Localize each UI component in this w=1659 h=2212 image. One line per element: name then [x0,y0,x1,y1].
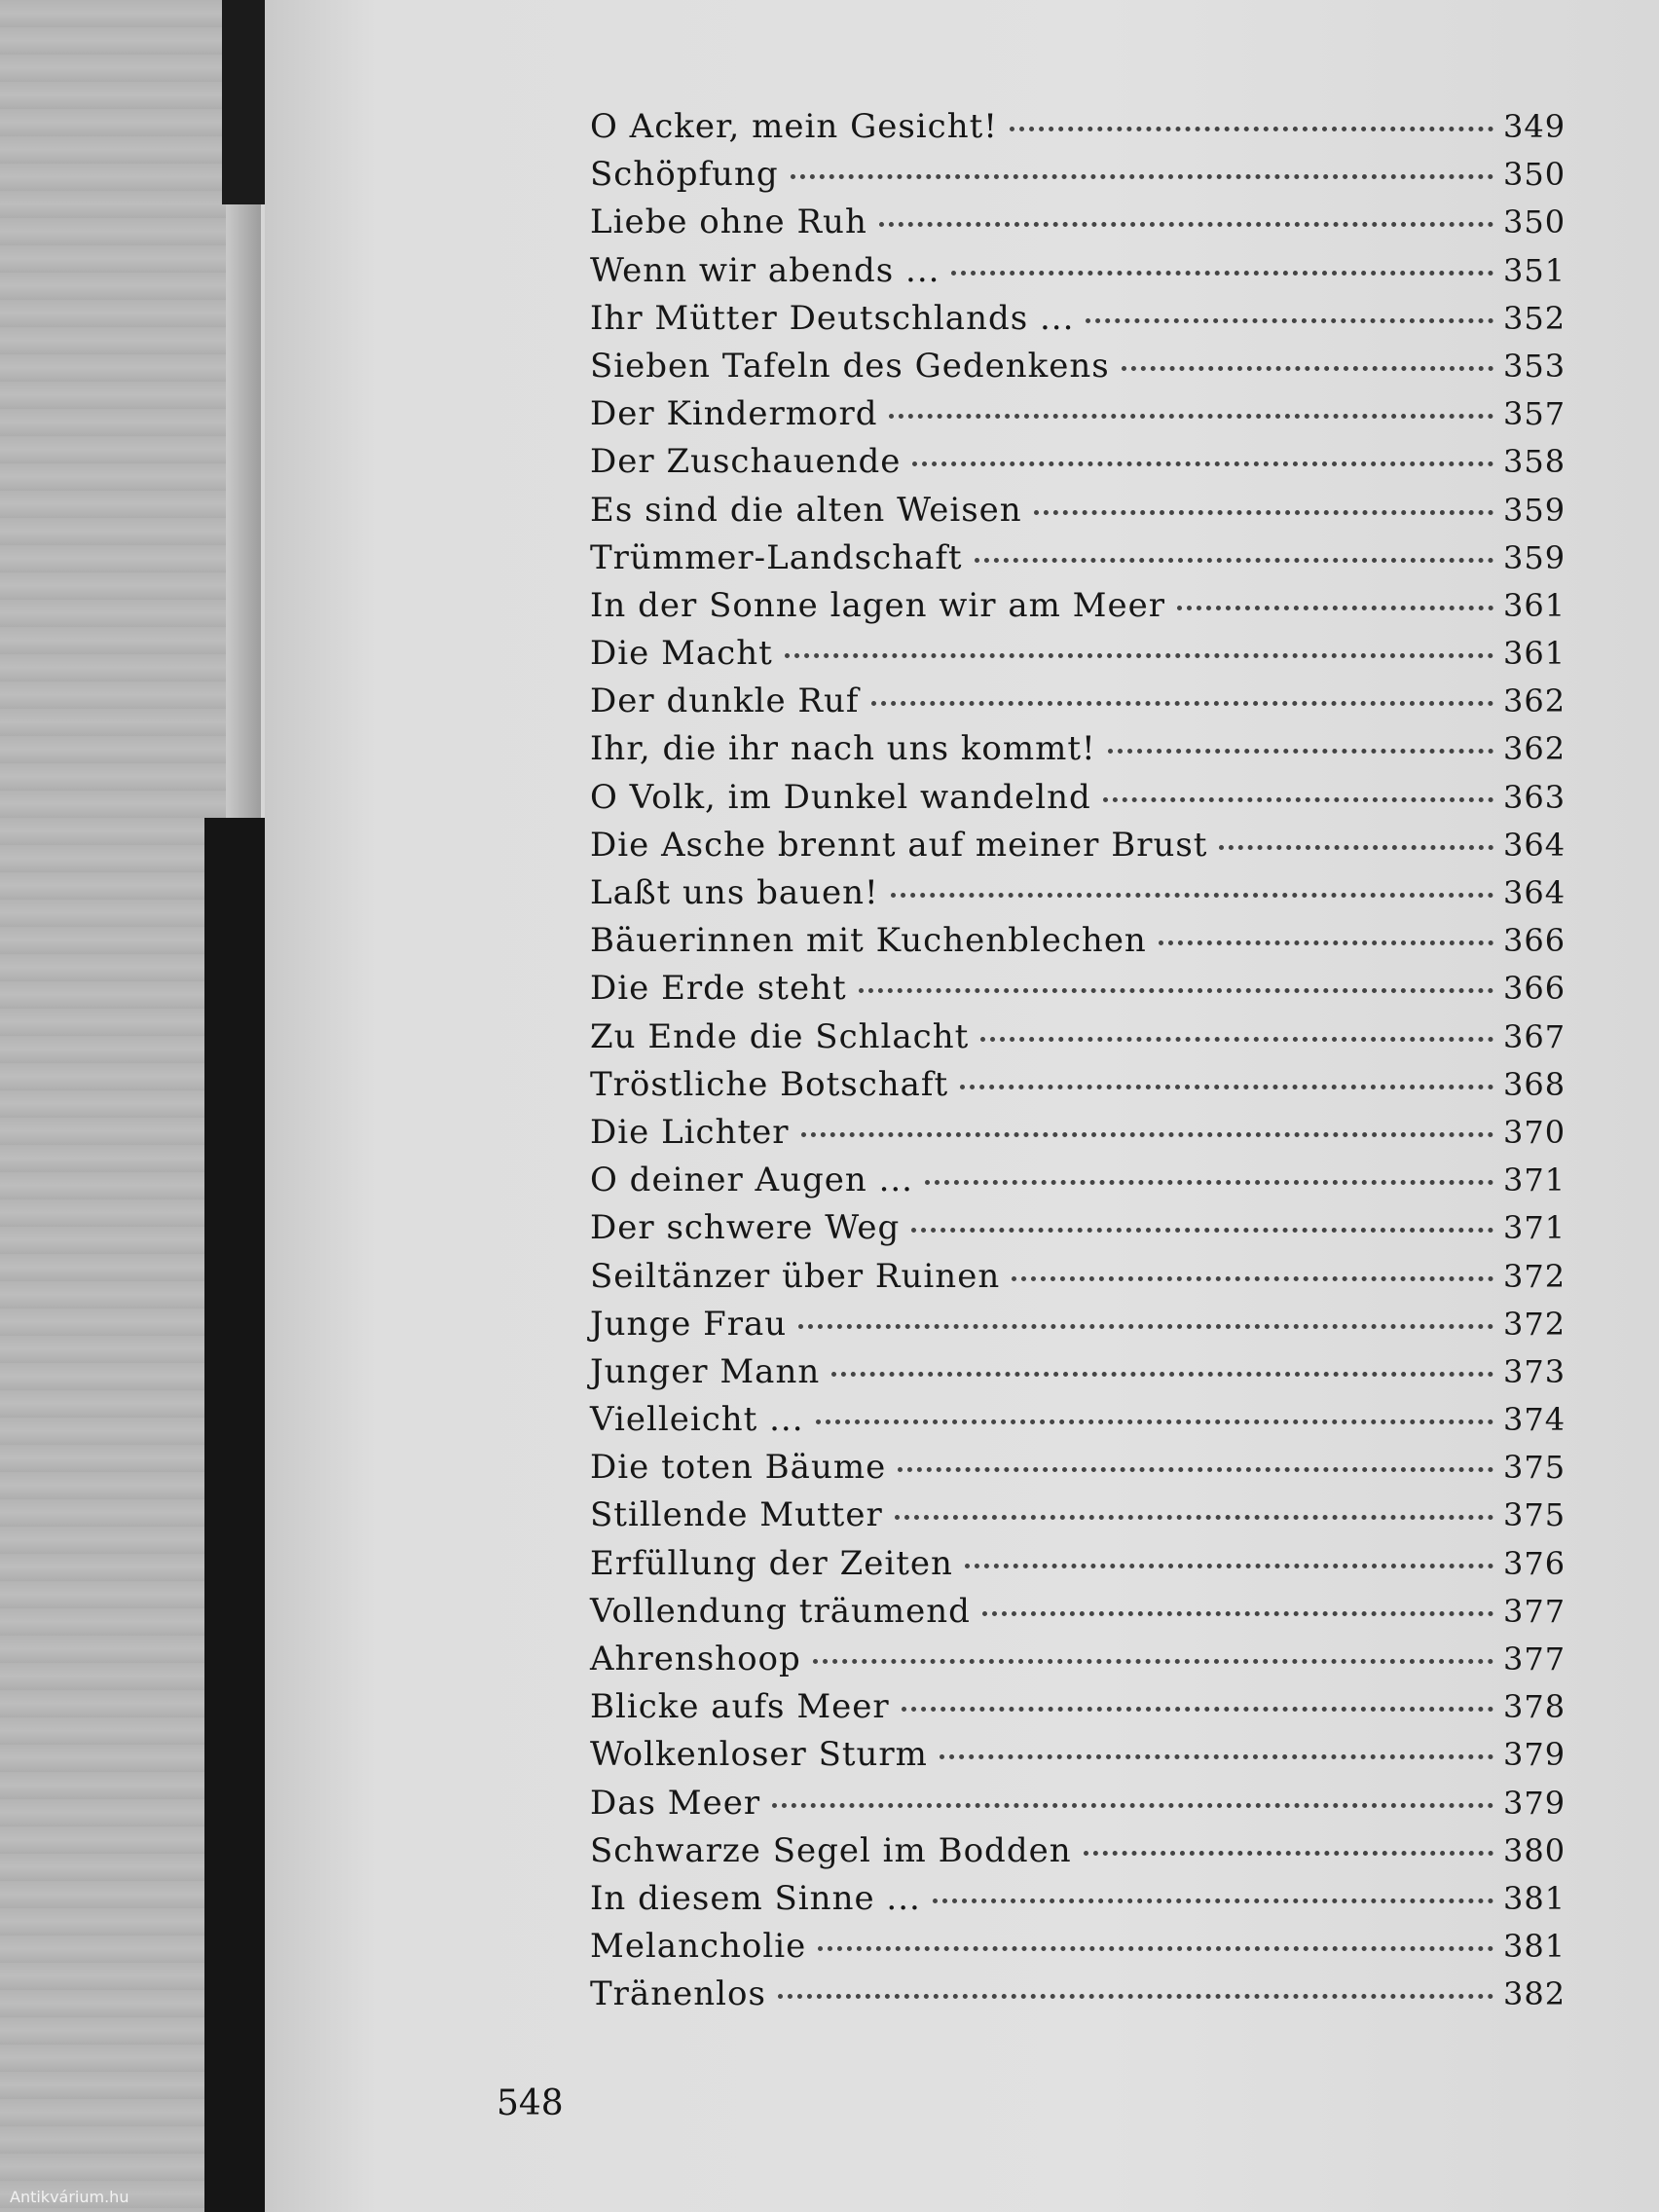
toc-entry-page: 353 [1503,347,1567,385]
toc-entry-page: 361 [1503,635,1567,673]
toc-entry-page: 371 [1503,1161,1567,1199]
dot-leader [1108,749,1493,754]
toc-entry [590,394,1567,442]
toc-entry-title: Wolkenloser Sturm [590,1735,928,1775]
toc-entry [590,1927,1567,1974]
toc-entry [590,873,1567,921]
toc-entry [590,107,1567,155]
toc-entry [590,1830,1567,1879]
toc-entry-title: Wenn wir abends ... [590,250,940,290]
toc-entry-title: Der schwere Weg [590,1208,901,1248]
toc-entry [590,1161,1567,1208]
toc-entry-page: 375 [1503,1496,1567,1534]
toc-entry [590,1687,1567,1735]
dot-leader [898,1467,1493,1472]
dot-leader [1086,318,1493,323]
toc-entry-page: 349 [1503,108,1567,145]
dot-leader [912,461,1493,466]
toc-entry-title: Der Kindermord [590,394,878,434]
toc-entry-page: 357 [1503,395,1567,433]
toc-entry-title: Junger Mann [590,1351,821,1391]
toc-entry-title: Erfüllung der Zeiten [590,1543,953,1583]
dot-leader [902,1707,1493,1712]
toc-entry [590,1351,1567,1400]
dot-leader [1010,127,1493,131]
toc-entry-page: 361 [1503,586,1567,624]
dot-leader [891,893,1493,898]
toc-entry-title: Tröstliche Botschaft [590,1064,949,1104]
toc-entry [590,682,1567,729]
dot-leader [818,1946,1493,1951]
toc-entry-title: Bäuerinnen mit Kuchenblechen [590,921,1147,961]
toc-entry-title: Ahrenshoop [590,1640,801,1678]
toc-entry-page: 366 [1503,922,1567,960]
toc-entry-title: Blicke aufs Meer [590,1687,890,1727]
toc-entry [590,346,1567,394]
toc-entry [590,1495,1567,1543]
toc-entry [590,490,1567,538]
toc-entry-page: 370 [1503,1113,1567,1151]
toc-entry [590,1304,1567,1352]
dot-leader [859,988,1493,993]
dot-leader [879,222,1493,227]
toc-entry-title: Die Macht [590,634,773,674]
toc-entry-page: 362 [1503,730,1567,768]
toc-entry-page: 364 [1503,874,1567,911]
page-number: 548 [497,2083,564,2123]
dot-leader [772,1803,1493,1808]
dot-leader [831,1372,1493,1377]
toc-entry-page: 366 [1503,970,1567,1008]
toc-entry-page: 373 [1503,1352,1567,1390]
toc-entry-page: 377 [1503,1592,1567,1630]
dot-leader [980,1037,1493,1042]
toc-entry [590,155,1567,203]
toc-entry [590,729,1567,777]
toc-entry-title: Zu Ende die Schlacht [590,1016,970,1056]
toc-entry-page: 382 [1503,1975,1567,2013]
toc-entry-page: 350 [1503,156,1567,194]
toc-entry-title: Liebe ohne Ruh [590,203,867,242]
toc-entry-title: Sieben Tafeln des Gedenkens [590,346,1110,386]
toc-entry-page: 363 [1503,778,1567,816]
dot-leader [816,1419,1493,1424]
toc-entry-page: 352 [1503,299,1567,337]
toc-entry-page: 358 [1503,443,1567,481]
toc-entry-title: In diesem Sinne ... [590,1878,921,1918]
dot-leader [982,1611,1493,1616]
dot-leader [975,558,1493,563]
toc-entry-page: 371 [1503,1209,1567,1247]
toc-entry-title: Trümmer-Landschaft [590,537,963,577]
toc-entry-title: O Acker, mein Gesicht! [590,107,998,146]
toc-entry [590,634,1567,682]
toc-entry-page: 375 [1503,1449,1567,1487]
dot-leader [801,1132,1494,1137]
toc-entry-title: O Volk, im Dunkel wandelnd [590,777,1091,817]
toc-entry-title: O deiner Augen ... [590,1161,913,1200]
toc-entry-page: 380 [1503,1831,1567,1869]
toc-entry-page: 362 [1503,682,1567,720]
toc-entry [590,1064,1567,1113]
toc-entry-page: 377 [1503,1641,1567,1677]
toc-entry-title: Schöpfung [590,155,779,195]
toc-entry [590,1208,1567,1256]
toc-entry-title: Laßt uns bauen! [590,873,879,912]
dot-leader [933,1899,1493,1903]
dot-leader [1103,797,1493,802]
toc-entry [590,442,1567,490]
toc-entry-title: Das Meer [590,1783,761,1823]
toc-entry [590,1400,1567,1448]
toc-entry-title: Ihr, die ihr nach uns kommt! [590,729,1096,769]
toc-entry-page: 359 [1503,538,1567,576]
toc-entry [590,921,1567,969]
toc-entry-title: Die Asche brennt auf meiner Brust [590,825,1208,865]
toc-entry [590,777,1567,826]
toc-entry-title: Schwarze Segel im Bodden [590,1830,1072,1870]
toc-entry [590,537,1567,586]
toc-entry [590,1974,1567,2022]
toc-entry-page: 351 [1503,251,1567,289]
toc-entry [590,1783,1567,1831]
toc-entry-page: 372 [1503,1305,1567,1343]
dot-leader [1219,845,1493,850]
dot-leader [798,1324,1493,1329]
toc-entry-page: 372 [1503,1257,1567,1295]
dot-leader [911,1228,1493,1233]
previous-page-edge [0,0,226,2212]
toc-entry [590,1543,1567,1592]
dot-leader [889,414,1493,419]
toc-entry [590,1256,1567,1305]
toc-entry [590,1591,1567,1640]
book-spine [204,818,265,2212]
toc-entry-page: 374 [1503,1401,1567,1439]
toc-entry [590,1112,1567,1161]
toc-entry-page: 379 [1503,1736,1567,1774]
toc-entry [590,585,1567,634]
toc-entry-page: 368 [1503,1065,1567,1103]
toc-entry [590,969,1567,1016]
toc-entry-page: 364 [1503,826,1567,864]
dot-leader [813,1659,1493,1664]
dot-leader [951,271,1493,276]
toc-entry [590,1016,1567,1065]
dot-leader [778,1994,1493,1999]
toc-entry [590,1640,1567,1687]
watermark: Antikvárium.hu [10,2188,129,2206]
toc-entry [590,250,1567,299]
dot-leader [871,701,1494,706]
toc-entry-title: Stillende Mutter [590,1495,883,1535]
toc-entry-title: In der Sonne lagen wir am Meer [590,585,1165,625]
toc-entry-title: Vollendung träumend [590,1591,971,1631]
toc-entry-page: 381 [1503,1879,1567,1917]
dot-leader [1122,366,1493,371]
dot-leader [960,1085,1493,1089]
toc-entry-page: 376 [1503,1544,1567,1582]
dot-leader [895,1515,1493,1520]
book-spine-top [222,0,265,204]
toc-entry [590,1448,1567,1495]
toc-entry [590,825,1567,873]
toc-entry-page: 359 [1503,491,1567,529]
toc-entry-title: Der dunkle Ruf [590,682,860,721]
toc-entry-page: 367 [1503,1017,1567,1055]
toc-entry [590,1878,1567,1927]
toc-entry-title: Melancholie [590,1927,807,1967]
table-of-contents [590,107,1567,2023]
dot-leader [1177,606,1493,610]
dot-leader [940,1754,1493,1759]
dot-leader [965,1564,1493,1568]
toc-entry [590,298,1567,347]
toc-entry-title: Der Zuschauende [590,442,902,482]
dot-leader [1012,1276,1493,1281]
dot-leader [1034,510,1493,515]
toc-entry-title: Vielleicht ... [590,1400,804,1440]
toc-entry-title: Tränenlos [590,1974,766,2014]
toc-entry-page: 381 [1503,1928,1567,1966]
dot-leader [785,653,1493,658]
toc-entry-title: Seiltänzer über Ruinen [590,1256,1001,1296]
toc-entry-page: 378 [1503,1688,1567,1726]
toc-entry-title: Die Erde steht [590,969,847,1009]
toc-entry-title: Junge Frau [590,1304,788,1344]
toc-entry [590,1735,1567,1783]
dot-leader [1159,940,1493,945]
toc-entry-page: 379 [1503,1784,1567,1822]
dot-leader [791,174,1493,179]
toc-entry [590,203,1567,250]
dot-leader [1084,1851,1493,1856]
toc-entry-title: Ihr Mütter Deutschlands ... [590,298,1075,338]
dot-leader [925,1180,1493,1185]
toc-entry-page: 350 [1503,203,1567,241]
toc-entry-title: Die Lichter [590,1112,790,1152]
toc-entry-title: Es sind die alten Weisen [590,490,1022,530]
toc-entry-title: Die toten Bäume [590,1448,887,1488]
